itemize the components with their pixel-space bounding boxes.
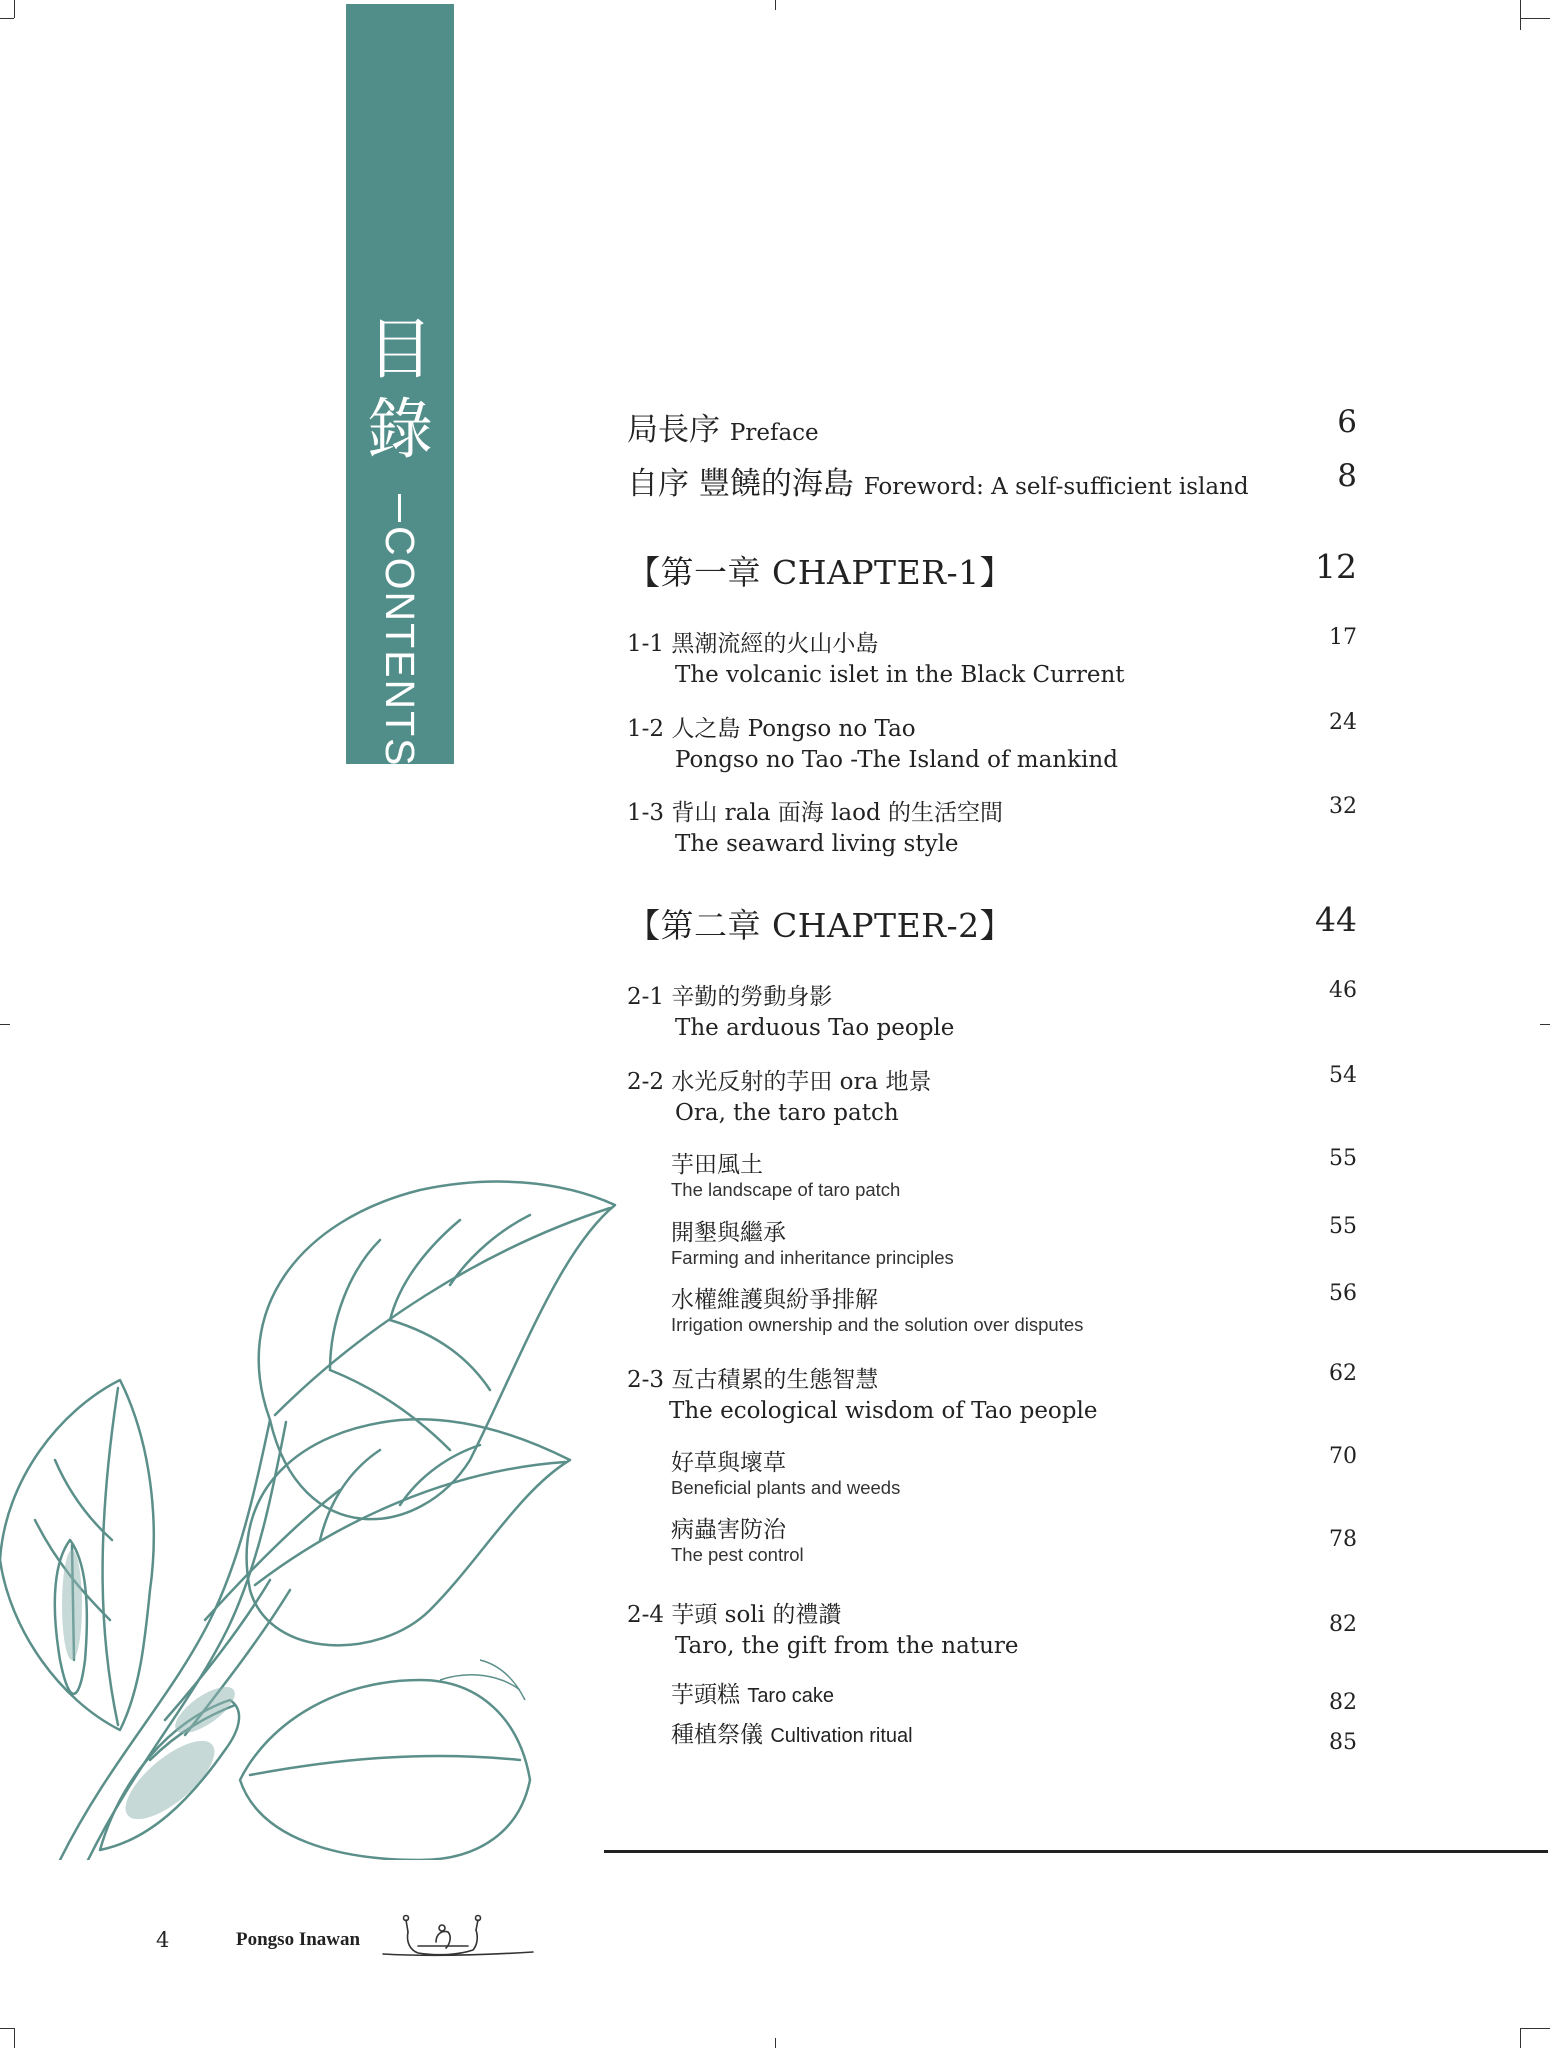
entry-title-zh: 2-1 辛勤的勞動身影 xyxy=(627,984,833,1010)
chapter-title: 【第二章 CHAPTER-2】 xyxy=(627,906,1014,945)
sidebar-char: 目 xyxy=(367,311,433,388)
toc-entry-2-4-b[interactable] xyxy=(627,1716,1357,1755)
entry-title-en: Beneficial plants and weeds xyxy=(671,1477,901,1498)
toc-entry-preface[interactable] xyxy=(627,404,1357,449)
page-folio: 4 xyxy=(156,1928,170,1952)
entry-title-zh: 局長序 xyxy=(627,412,720,448)
crop-mark xyxy=(0,2028,14,2029)
entry-title-zh: 1-3 背山 rala 面海 laod 的生活空間 xyxy=(627,800,1004,826)
page-number: 46 xyxy=(1329,978,1357,1003)
toc-chapter-2[interactable] xyxy=(627,900,1357,947)
toc-entry-2-4[interactable] xyxy=(627,1596,1357,1659)
entry-title-en: The pest control xyxy=(671,1544,804,1565)
toc-entry-1-1[interactable] xyxy=(627,625,1357,688)
entry-title-zh: 好草與壞草 xyxy=(671,1450,786,1476)
crop-mark xyxy=(14,2028,15,2048)
crop-mark xyxy=(0,18,14,19)
entry-title-zh: 自序 豐饒的海島 xyxy=(627,466,854,502)
page-number: 82 xyxy=(1329,1612,1357,1637)
running-title: Pongso Inawan xyxy=(236,1929,361,1950)
chapter-title: 【第一章 CHAPTER-1】 xyxy=(627,553,1014,592)
sidebar-title-en: CONTENTS xyxy=(377,526,423,768)
sidebar-title-zh xyxy=(346,310,454,470)
toc-entry-2-3-a[interactable] xyxy=(627,1444,1357,1499)
crop-mark xyxy=(14,0,15,18)
toc-entry-2-2-c[interactable] xyxy=(627,1281,1357,1336)
entry-title-zh: 開墾與繼承 xyxy=(671,1220,786,1246)
entry-title-zh: 芋頭糕 xyxy=(671,1682,740,1708)
crop-mark xyxy=(1520,2028,1521,2048)
toc-entry-2-3[interactable] xyxy=(627,1361,1357,1424)
entry-title-zh: 2-4 芋頭 soli 的禮讚 xyxy=(627,1602,842,1628)
page-number: 24 xyxy=(1329,710,1357,735)
entry-title-en: The landscape of taro patch xyxy=(671,1179,901,1200)
toc-chapter-1[interactable] xyxy=(627,547,1357,594)
entry-title-en: The volcanic islet in the Black Current xyxy=(675,662,1125,688)
toc-entry-2-2-a[interactable] xyxy=(627,1146,1357,1201)
page-number: 6 xyxy=(1337,404,1357,440)
page-number: 85 xyxy=(1329,1730,1357,1755)
crop-mark xyxy=(775,0,776,10)
crop-mark xyxy=(1540,1024,1550,1025)
entry-title-en: Cultivation ritual xyxy=(770,1725,913,1747)
crop-mark xyxy=(775,2038,776,2048)
entry-title-en: Taro cake xyxy=(747,1685,835,1707)
leaf xyxy=(247,1419,570,1645)
crop-mark xyxy=(1520,18,1550,19)
taro-leaf-illustration xyxy=(0,1160,630,1860)
crop-mark xyxy=(0,1024,10,1025)
page-number: 17 xyxy=(1329,625,1357,650)
page-number: 62 xyxy=(1329,1361,1357,1386)
entry-title-en: Taro, the gift from the nature xyxy=(675,1633,1019,1659)
canoe-sketch-icon xyxy=(378,1912,538,1962)
page-number: 55 xyxy=(1329,1214,1357,1239)
entry-title-en: Irrigation ownership and the solution over disputes xyxy=(671,1314,1084,1335)
sidebar-char: 錄 xyxy=(367,391,433,468)
page-number: 12 xyxy=(1315,547,1357,586)
page-number: 8 xyxy=(1337,458,1357,494)
entry-title-zh: 病蟲害防治 xyxy=(671,1517,786,1543)
crop-mark xyxy=(1520,0,1521,30)
entry-title-zh: 1-2 人之島 Pongso no Tao xyxy=(627,716,916,742)
sidebar-divider xyxy=(398,494,401,522)
entry-title-zh: 種植祭儀 xyxy=(671,1722,763,1748)
entry-title-zh: 2-3 亙古積累的生態智慧 xyxy=(627,1367,879,1393)
entry-title-zh: 2-2 水光反射的芋田 ora 地景 xyxy=(627,1069,932,1095)
page-number: 82 xyxy=(1329,1690,1357,1715)
toc-entry-1-3[interactable] xyxy=(627,794,1357,857)
crop-mark xyxy=(1520,2028,1550,2029)
page-number: 54 xyxy=(1329,1063,1357,1088)
entry-title-en: Farming and inheritance principles xyxy=(671,1247,954,1268)
bottom-rule xyxy=(604,1850,1548,1853)
entry-title-zh: 水權維護與紛爭排解 xyxy=(671,1287,878,1313)
toc-entry-2-1[interactable] xyxy=(627,978,1357,1041)
page-number: 32 xyxy=(1329,794,1357,819)
toc-entry-2-2-b[interactable] xyxy=(627,1214,1357,1269)
toc-entry-1-2[interactable] xyxy=(627,710,1357,773)
entry-title-en: Ora, the taro patch xyxy=(675,1100,899,1126)
toc-entry-2-3-b[interactable] xyxy=(627,1511,1357,1566)
toc-entry-2-4-a[interactable] xyxy=(627,1676,1357,1715)
toc-entry-foreword[interactable] xyxy=(627,458,1357,503)
entry-title-en: Foreword: A self-sufficient island xyxy=(863,474,1249,500)
page-number: 70 xyxy=(1329,1444,1357,1469)
entry-title-en: The seaward living style xyxy=(675,831,959,857)
page-number: 78 xyxy=(1329,1527,1357,1552)
entry-title-en: Pongso no Tao -The Island of mankind xyxy=(675,747,1118,773)
entry-title-zh: 1-1 黑潮流經的火山小島 xyxy=(627,631,879,657)
page-number: 44 xyxy=(1315,900,1357,939)
entry-title-en: The arduous Tao people xyxy=(675,1015,955,1041)
entry-title-en: Preface xyxy=(729,420,819,446)
entry-title-zh: 芋田風土 xyxy=(671,1152,763,1178)
page-number: 56 xyxy=(1329,1281,1357,1306)
entry-title-en: The ecological wisdom of Tao people xyxy=(669,1398,1098,1424)
page-number: 55 xyxy=(1329,1146,1357,1171)
contents-sidebar xyxy=(346,4,454,768)
toc-entry-2-2[interactable] xyxy=(627,1063,1357,1126)
